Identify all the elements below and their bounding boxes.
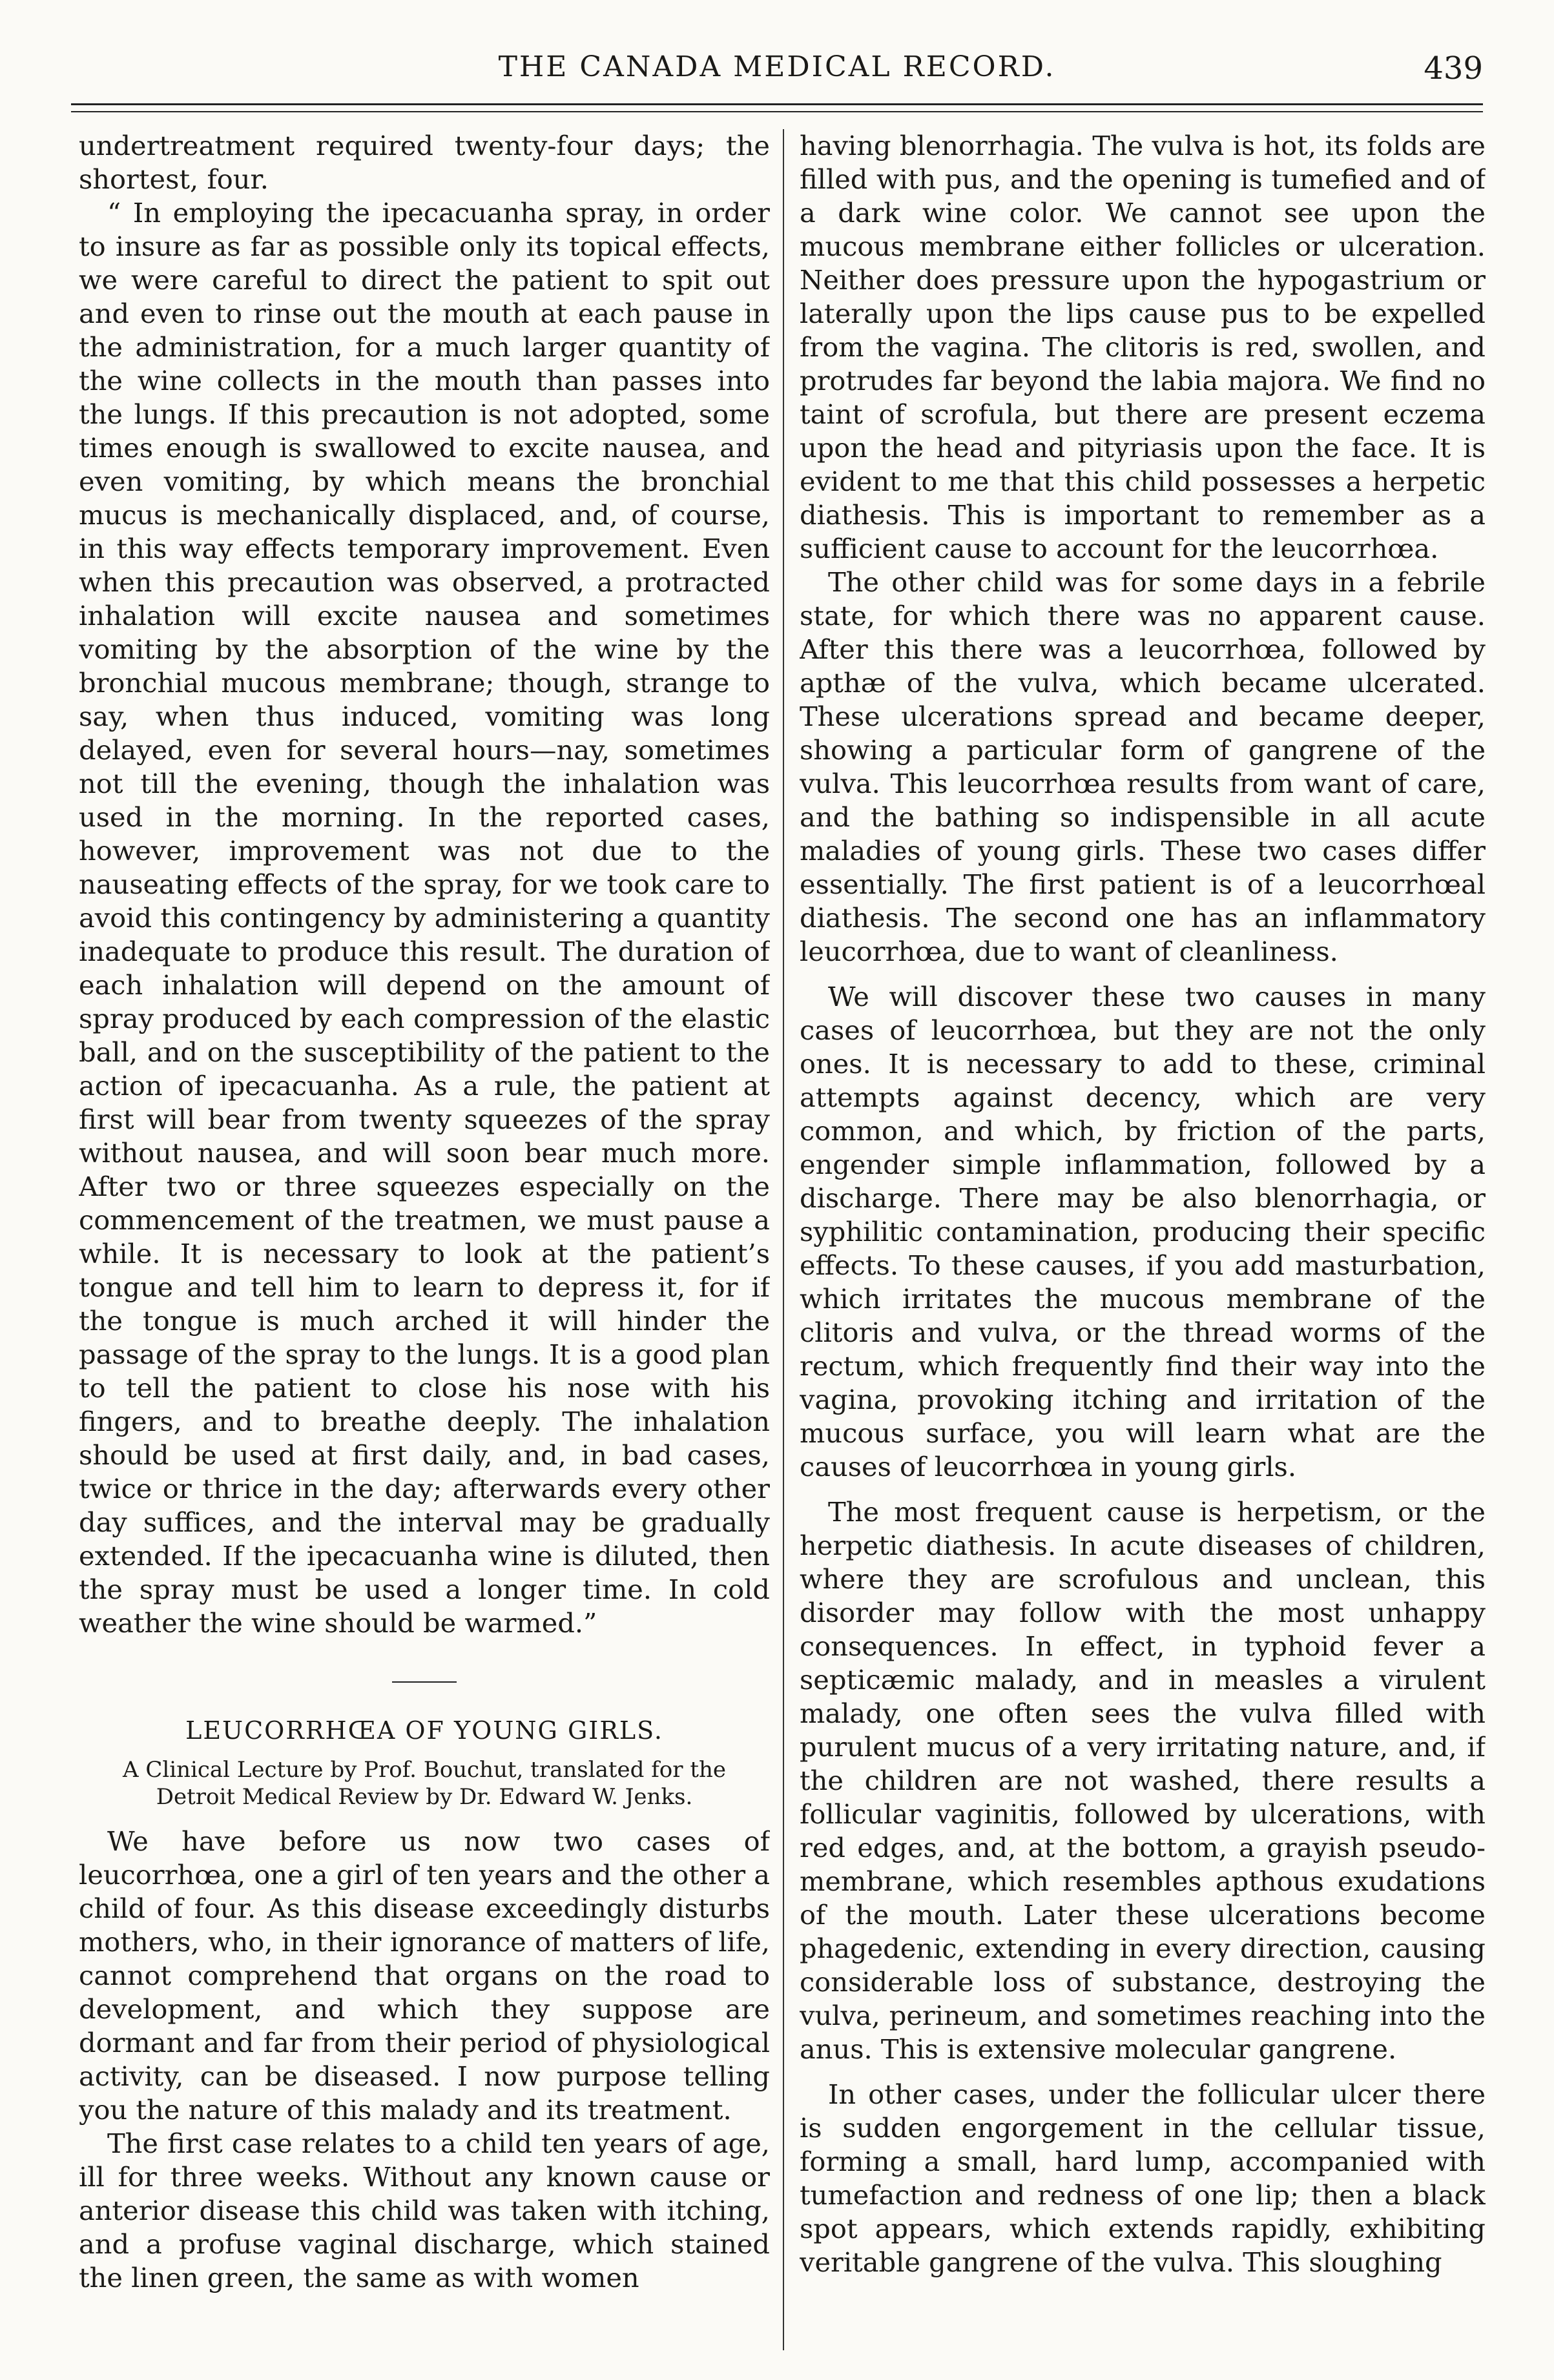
paragraph: In other cases, under the follicular ulcer there is sudden engorgement in the cellular tissue, forming a small, hard lump, accompanied with tumefaction and redness of one lip; then a black spot appears, which extends rapidly, exhibiting veritable gangrene of the vulva. This sloughing [800,2078,1486,2278]
paragraph: We have before us now two cases of leucorrhœa, one a girl of ten years and the other a child of four. As this disease exceedingly disturbs mothers, who, in their ignorance of matters of life, cannot comprehend that organs on the road to development, and which they suppose are dormant and far from their period of physiological activity, can be diseased. I now purpose telling you the nature of this malady and its treatment. [79,1825,770,2126]
article-title: LEUCORRHŒA OF YOUNG GIRLS. [185,1716,663,1745]
paragraph: The first case relates to a child ten years of age, ill for three weeks. Without any known cause or anterior disease this child was taken with itching, and a profuse vaginal discharge, which stained the linen green, the same as with women [79,2128,770,2293]
section-separator-rule [392,1681,457,1683]
paragraph: having blenorrhagia. The vulva is hot, its folds are filled with pus, and the opening is tumefied and of a dark wine color. We cannot see upon the mucous membrane either follicles or ulceration. Neither does pressure upon the hypogastrium or laterally upon the lips cause pus to be expelled from the vagina. The clitoris is red, swollen, and protrudes far beyond the labia majora. We find no taint of scrofula, but there are present eczema upon the head and pityriasis upon the face. It is evident to me that this child possesses a herpetic diathesis. This is important to remember as a sufficient cause to account for the leucorrhœa. [800,130,1486,564]
left-column [79,129,770,2350]
journal-title: THE CANADA MEDICAL RECORD. [498,50,1056,83]
page-number: 439 [1424,50,1483,87]
paragraph: The other child was for some days in a febrile state, for which there was no apparent cause. After this there was a leucorrhœa, followed by apthæ of the vulva, which became ulcerated. These ulcerations spread and became deeper, showing a particular form of gangrene of the vulva. This leucorrhœa results from want of care, and the bathing so indispensible in all acute maladies of young girls. These two cases differ essentially. The first patient is of a leucorrhœal diathesis. The second one has an inflammatory leucorrhœa, due to want of cleanliness. [800,566,1486,967]
column-divider [783,129,784,2350]
article-byline: A Clinical Lecture by Prof. Bouchut, translated for the Detroit Medical Review by Dr. Edward W. Jenks. [122,1757,727,1810]
right-column [800,129,1486,2350]
paragraph: undertreatment required twenty-four days; the shortest, four. [79,130,770,195]
running-head [0,50,1554,96]
paragraph: “ In employing the ipecacuanha spray, in order to insure as far as possible only its topical effects, we were careful to direct the patient to spit out and even to rinse out the mouth at each pause in the administration, for a much larger quantity of the wine collects in the mouth than passes into the lungs. If this precaution is not adopted, some times enough is swallowed to excite nausea, and even vomiting, by which means the bronchial mucus is mechanically displaced, and, of course, in this way effects temporary improvement. Even when this precaution was observed, a protracted inhalation will excite nausea and sometimes vomiting by the absorption of the wine by the bronchial mucous membrane; though, strange to say, when thus induced, vomiting was long delayed, even for several hours—nay, sometimes not till the evening, though the inhalation was used in the morning. In the reported cases, however, improvement was not due to the nauseating effects of the spray, for we took care to avoid this contingency by administering a quantity inadequate to produce this result. The duration of each inhalation will depend on the amount of spray produced by each compression of the elastic ball, and on the susceptibility of the patient to the action of ipecacuanha. As a rule, the patient at first will bear from twenty squeezes of the spray without nausea, and will soon bear much more. After two or three squeezes especially on the commencement of the treatmen, we must pause a while. It is necessary to look at the patient’s tongue and tell him to learn to depress it, for if the tongue is much arched it will hinder the passage of the spray to the lungs. It is a good plan to tell the patient to close his nose with his fingers, and to breathe deeply. The inhalation should be used at first daily, and, in bad cases, twice or thrice in the day; afterwards every other day suffices, and the interval may be gradually extended. If the ipecacuanha wine is diluted, then the spray must be used a longer time. In cold weather the wine should be warmed.” [79,197,770,1639]
header-double-rule [71,103,1483,112]
paragraph: We will discover these two causes in many cases of leucorrhœa, but they are not the only ones. It is necessary to add to these, criminal attempts against decency, which are very common, and which, by friction of the parts, engender simple inflammation, followed by a discharge. There may be also blenorrhagia, or syphilitic contamination, producing their specific effects. To these causes, if you add masturbation, which irritates the mucous membrane of the clitoris and vulva, or the thread worms of the rectum, which frequently find their way into the vagina, provoking itching and irritation of the mucous surface, you will learn what are the causes of leucorrhœa in young girls. [800,981,1486,1482]
paragraph: The most frequent cause is herpetism, or the herpetic diathesis. In acute diseases of children, where they are scrofulous and unclean, this disorder may follow with the most unhappy consequences. In effect, in typhoid fever a septicæmic malady, and in measles a virulent malady, one often sees the vulva filled with purulent mucus of a very irritating nature, and, if the children are not washed, there results a follicular vaginitis, followed by ulcerations, with red edges, and, at the bottom, a grayish pseudo-membrane, which resembles apthous exudations of the mouth. Later these ulcerations become phagedenic, extending in every direction, causing considerable loss of substance, destroying the vulva, perineum, and sometimes reaching into the anus. This is extensive molecular gangrene. [800,1496,1486,2065]
